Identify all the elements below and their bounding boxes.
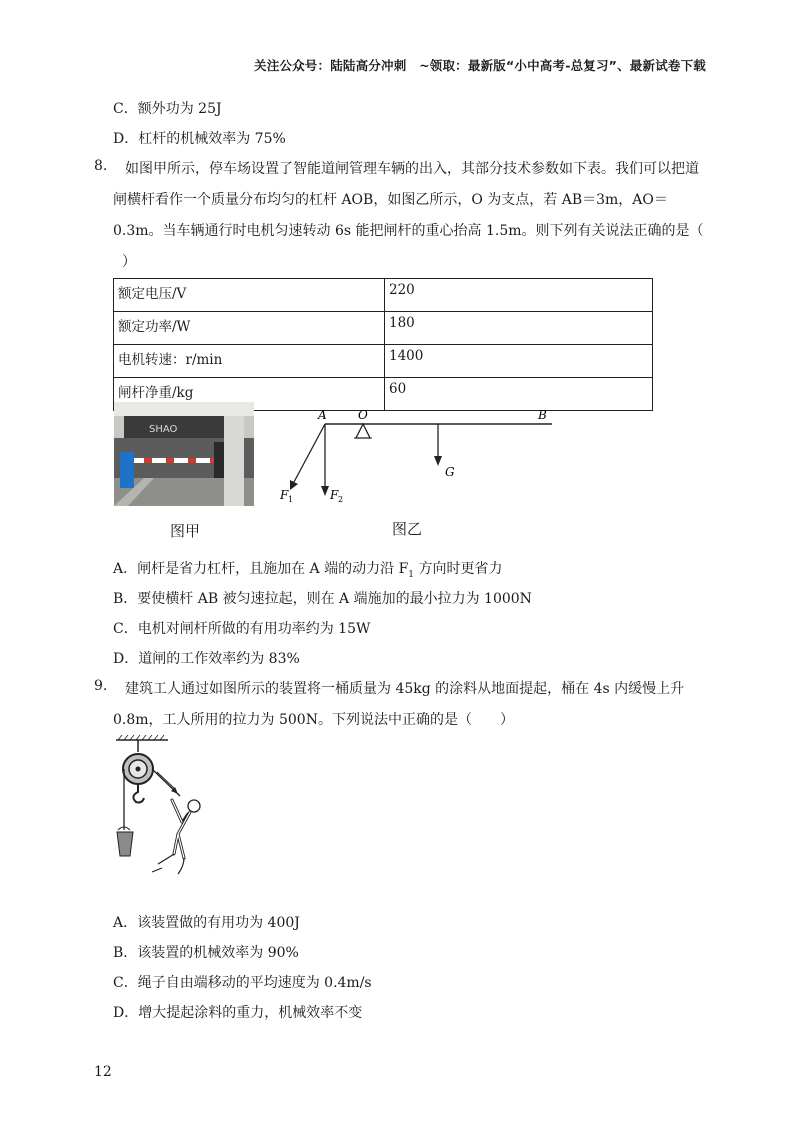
label-f1-sub: 1 xyxy=(288,495,294,504)
label-g: G xyxy=(445,465,455,479)
label-a: A xyxy=(318,408,327,422)
q9-number: 9. xyxy=(94,678,108,694)
q9-option-d: D．增大提起涂料的重力，机械效率不变 xyxy=(113,1005,363,1021)
worker-head xyxy=(188,800,200,812)
label-o: O xyxy=(358,408,368,422)
table-row xyxy=(114,279,653,312)
q9-option-a: A．该装置做的有用功为 400J xyxy=(113,915,300,931)
label-f2: F xyxy=(330,488,339,502)
q9-option-c: C．绳子自由端移动的平均速度为 0.4m/s xyxy=(113,975,372,991)
fulcrum-icon xyxy=(356,424,370,438)
table-cell-label: 闸杆净重/kg xyxy=(114,378,385,411)
photo-sign-text: SHAO xyxy=(149,424,178,435)
q8-option-a-post: 方向时更省力 xyxy=(414,561,503,577)
page-number: 12 xyxy=(94,1064,112,1080)
table-cell-value: 180 xyxy=(385,312,653,345)
prev-option-c: C．额外功为 25J xyxy=(113,101,222,117)
table-cell-value: 1400 xyxy=(385,345,653,378)
label-b: B xyxy=(538,408,547,422)
label-f1: F xyxy=(280,488,289,502)
figure-caption-yi: 图乙 xyxy=(392,520,423,538)
q8-parameter-table xyxy=(113,278,653,411)
lever-diagram xyxy=(270,400,560,510)
force-f1-arrow xyxy=(294,424,325,482)
q8-stem-line3: 0.3m。当车辆通行时电机匀速转动 6s 能把闸杆的重心抬高 1.5m。则下列有关说法正确的是（ xyxy=(113,223,704,239)
table-row xyxy=(114,345,653,378)
table-cell-label: 额定功率/W xyxy=(114,312,385,345)
hook-icon xyxy=(133,784,144,803)
figure-caption-jia: 图甲 xyxy=(170,522,201,540)
q8-option-c: C．电机对闸杆所做的有用功率约为 15W xyxy=(113,621,371,637)
label-f2-sub: 2 xyxy=(338,495,344,504)
q8-stem-line2: 闸横杆看作一个质量分布均匀的杠杆 AOB，如图乙所示，O 为支点，若 AB＝3m，AO＝ xyxy=(113,192,668,208)
page-header: 关注公众号：陆陆高分冲刺 ~领取：最新版“小中高考-总复习”、最新试卷下载 xyxy=(254,58,706,73)
q8-option-a-sub: 1 xyxy=(408,569,415,580)
q9-stem-line2: 0.8m，工人所用的拉力为 500N。下列说法中正确的是（ ） xyxy=(113,712,514,728)
prev-option-d: D．杠杆的机械效率为 75% xyxy=(113,131,286,147)
pulley-worker-figure xyxy=(112,734,216,884)
q8-number: 8. xyxy=(94,158,108,174)
table-row xyxy=(114,312,653,345)
table-cell-value: 60 xyxy=(385,378,653,411)
table-cell-label: 电机转速：r/min xyxy=(114,345,385,378)
q9-stem-line1: 建筑工人通过如图所示的装置将一桶质量为 45kg 的涂料从地面提起，桶在 4s 内缓慢上升 xyxy=(125,681,685,697)
paint-bucket-icon xyxy=(117,832,133,856)
q8-option-a-pre: A．闸杆是省力杠杆，且施加在 A 端的动力沿 F xyxy=(113,561,409,577)
q8-option-a xyxy=(113,558,502,580)
q8-stem-line4: ） xyxy=(122,254,136,270)
table-cell-label: 额定电压/V xyxy=(114,279,385,312)
barrier-gate-photo xyxy=(114,402,254,506)
q8-option-b: B．要使横杆 AB 被匀速拉起，则在 A 端施加的最小拉力为 1000N xyxy=(113,591,532,607)
q8-option-d: D．道闸的工作效率约为 83% xyxy=(113,651,300,667)
q8-stem-line1: 如图甲所示，停车场设置了智能道闸管理车辆的出入，其部分技术参数如下表。我们可以把道 xyxy=(125,161,699,177)
q9-option-b: B．该装置的机械效率为 90% xyxy=(113,945,299,961)
table-cell-value: 220 xyxy=(385,279,653,312)
